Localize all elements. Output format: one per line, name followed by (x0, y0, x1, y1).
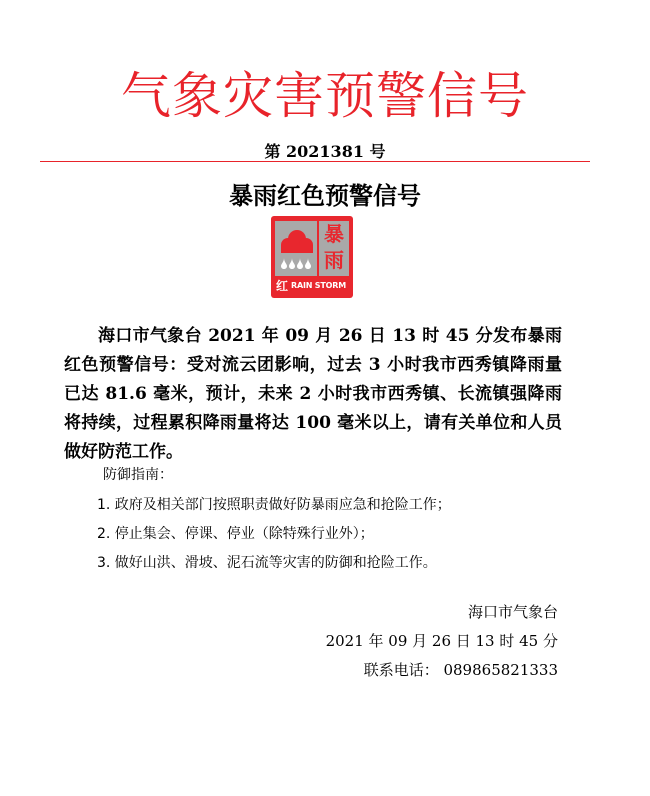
contact-phone: 联系电话： 089865821333 (363, 661, 558, 679)
document-number: 第 2021381 号 (264, 142, 386, 161)
bulletin-text: 海口市气象台 2021 年 09 月 26 日 13 时 45 分发布暴雨红色预警信号：受对流云团影响，过去 3 小时我市西秀镇降雨量已达 81.6 毫米，预计，未来 2 小时我市西秀镇、长流镇强降雨将持续，过程累积降雨量将达 100 毫米以上，请有关单位和人员做好防范工作。 (64, 326, 562, 462)
badge-caption (275, 278, 349, 294)
guide-item: 2. 停止集会、停课、停业（除特殊行业外）； (97, 526, 374, 542)
badge-characters (319, 221, 349, 276)
badge-char-bao: 暴 (324, 222, 344, 246)
issue-datetime: 2021 年 09 月 26 日 13 时 45 分 (325, 632, 558, 650)
rain-cloud-icon (275, 221, 317, 276)
badge-char-yu: 雨 (324, 248, 344, 272)
badge-level-char: 红 (275, 279, 288, 293)
guide-item: 1. 政府及相关部门按照职责做好防暴雨应急和抢险工作； (97, 497, 451, 513)
document-title: 气象灾害预警信号 (121, 67, 529, 125)
red-divider (40, 161, 590, 162)
guide-item: 3. 做好山洪、滑坡、泥石流等灾害的防御和抢险工作。 (97, 555, 437, 571)
issuer: 海口市气象台 (467, 603, 558, 621)
signal-name: 暴雨红色预警信号 (229, 181, 421, 210)
guide-list (97, 491, 451, 578)
guide-heading: 防御指南： (103, 467, 173, 483)
badge-english-label: RAIN STORM (291, 281, 346, 290)
rainstorm-red-warning-badge (271, 216, 353, 298)
signature-block (326, 598, 558, 685)
